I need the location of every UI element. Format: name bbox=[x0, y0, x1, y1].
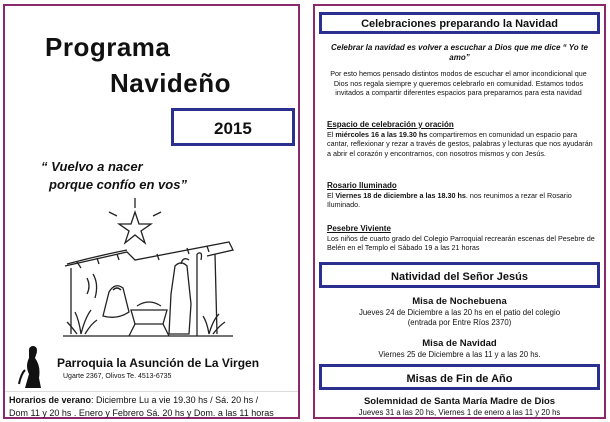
year-end-header: Misas de Fin de Año bbox=[319, 364, 600, 390]
section2-pre: El bbox=[327, 190, 336, 200]
summer-hours bbox=[5, 391, 298, 422]
section2-text: . nos reunimos a rezar el Rosario Iluminado. bbox=[327, 190, 572, 210]
section3-body: Los niños de cuarto grado del Colegio Parroquial recrearán escenas del Pesebre de Belén en el Templo el Sábado 19 a las 21 horas bbox=[327, 233, 595, 253]
section-living-nativity bbox=[327, 224, 595, 253]
nativity-header: Natividad del Señor Jesús bbox=[319, 262, 600, 288]
new-year-mass bbox=[319, 396, 600, 418]
intro-quote: Celebrar la navidad es volver a escuchar a Dios que me dice “ Yo te amo” bbox=[330, 43, 588, 62]
motto-quote bbox=[41, 158, 187, 194]
misa3-line1: Jueves 31 a las 20 hs, Viernes 1 de enero a las 11 y 20 hs bbox=[358, 408, 561, 417]
section1-title: Espacio de celebración y oración bbox=[327, 120, 454, 129]
misa1-line2: (entrada por Entre Ríos 2370) bbox=[407, 318, 512, 327]
section2-date: Viernes 18 de diciembre a las 18.30 hs bbox=[335, 190, 466, 200]
section1-text: compartiremos en comunidad un espacio para cantar, reflexionar y rezar a través de gestos, palabras y lecturas que nos ayudarán a abrir el corazón y encontrarnos, con nosotros mismos y con Jesús. bbox=[327, 129, 593, 158]
section-rosary bbox=[327, 181, 595, 210]
misa2-title: Misa de Navidad bbox=[422, 338, 497, 349]
section2-title: Rosario Iluminado bbox=[327, 181, 397, 190]
year-box: 2015 bbox=[171, 108, 295, 146]
christmas-mass bbox=[319, 338, 600, 360]
christmas-eve-mass bbox=[319, 296, 600, 328]
parish-logo bbox=[15, 344, 49, 390]
parish-address: Ugarte 2367, Olivos Te. 4513-6735 bbox=[63, 373, 172, 380]
section3-title: Pesebre Viviente bbox=[327, 224, 391, 233]
cover-panel bbox=[3, 4, 300, 419]
hours-line2: Dom 11 y 20 hs . Enero y Febrero Sá. 20 hs y Dom. a las 11 horas bbox=[9, 408, 274, 418]
misa1-title: Misa de Nochebuena bbox=[412, 296, 507, 307]
section1-date: miércoles 16 a las 19.30 hs bbox=[335, 129, 428, 139]
title-line2: Navideño bbox=[110, 68, 232, 98]
section1-body bbox=[327, 130, 595, 159]
hours-label: Horarios de verano bbox=[9, 395, 92, 405]
quote-line2: porque confío en vos” bbox=[49, 177, 187, 192]
program-panel bbox=[313, 4, 606, 419]
nativity-scene-illustration bbox=[57, 194, 237, 342]
parish-name: Parroquia la Asunción de La Virgen bbox=[57, 356, 260, 370]
quote-line1: “ Vuelvo a nacer bbox=[41, 159, 143, 174]
intro-paragraph: Por esto hemos pensado distintos modos de escuchar el amor incondicional que Dios nos regala siempre y queremos celebrarlo en comunidad. Estamos todos invitados a compartir diferentes espacios para prepararnos para esta navidad bbox=[330, 69, 587, 98]
misa2-line1: Viernes 25 de Diciembre a las 11 y a las 20 hs. bbox=[378, 350, 541, 359]
section2-body bbox=[327, 191, 595, 210]
section1-pre: El bbox=[327, 129, 336, 139]
misa1-line1: Jueves 24 de Diciembre a las 20 hs en el patio del colegio bbox=[358, 308, 561, 317]
hours-line1: : Diciembre Lu a vie 19.30 hs / Sá. 20 hs / bbox=[91, 395, 259, 405]
title-line1: Programa bbox=[45, 32, 171, 62]
misa3-title: Solemnidad de Santa María Madre de Dios bbox=[363, 396, 556, 407]
celebrations-header: Celebraciones preparando la Navidad bbox=[319, 12, 600, 34]
section-celebration-prayer bbox=[327, 120, 595, 158]
